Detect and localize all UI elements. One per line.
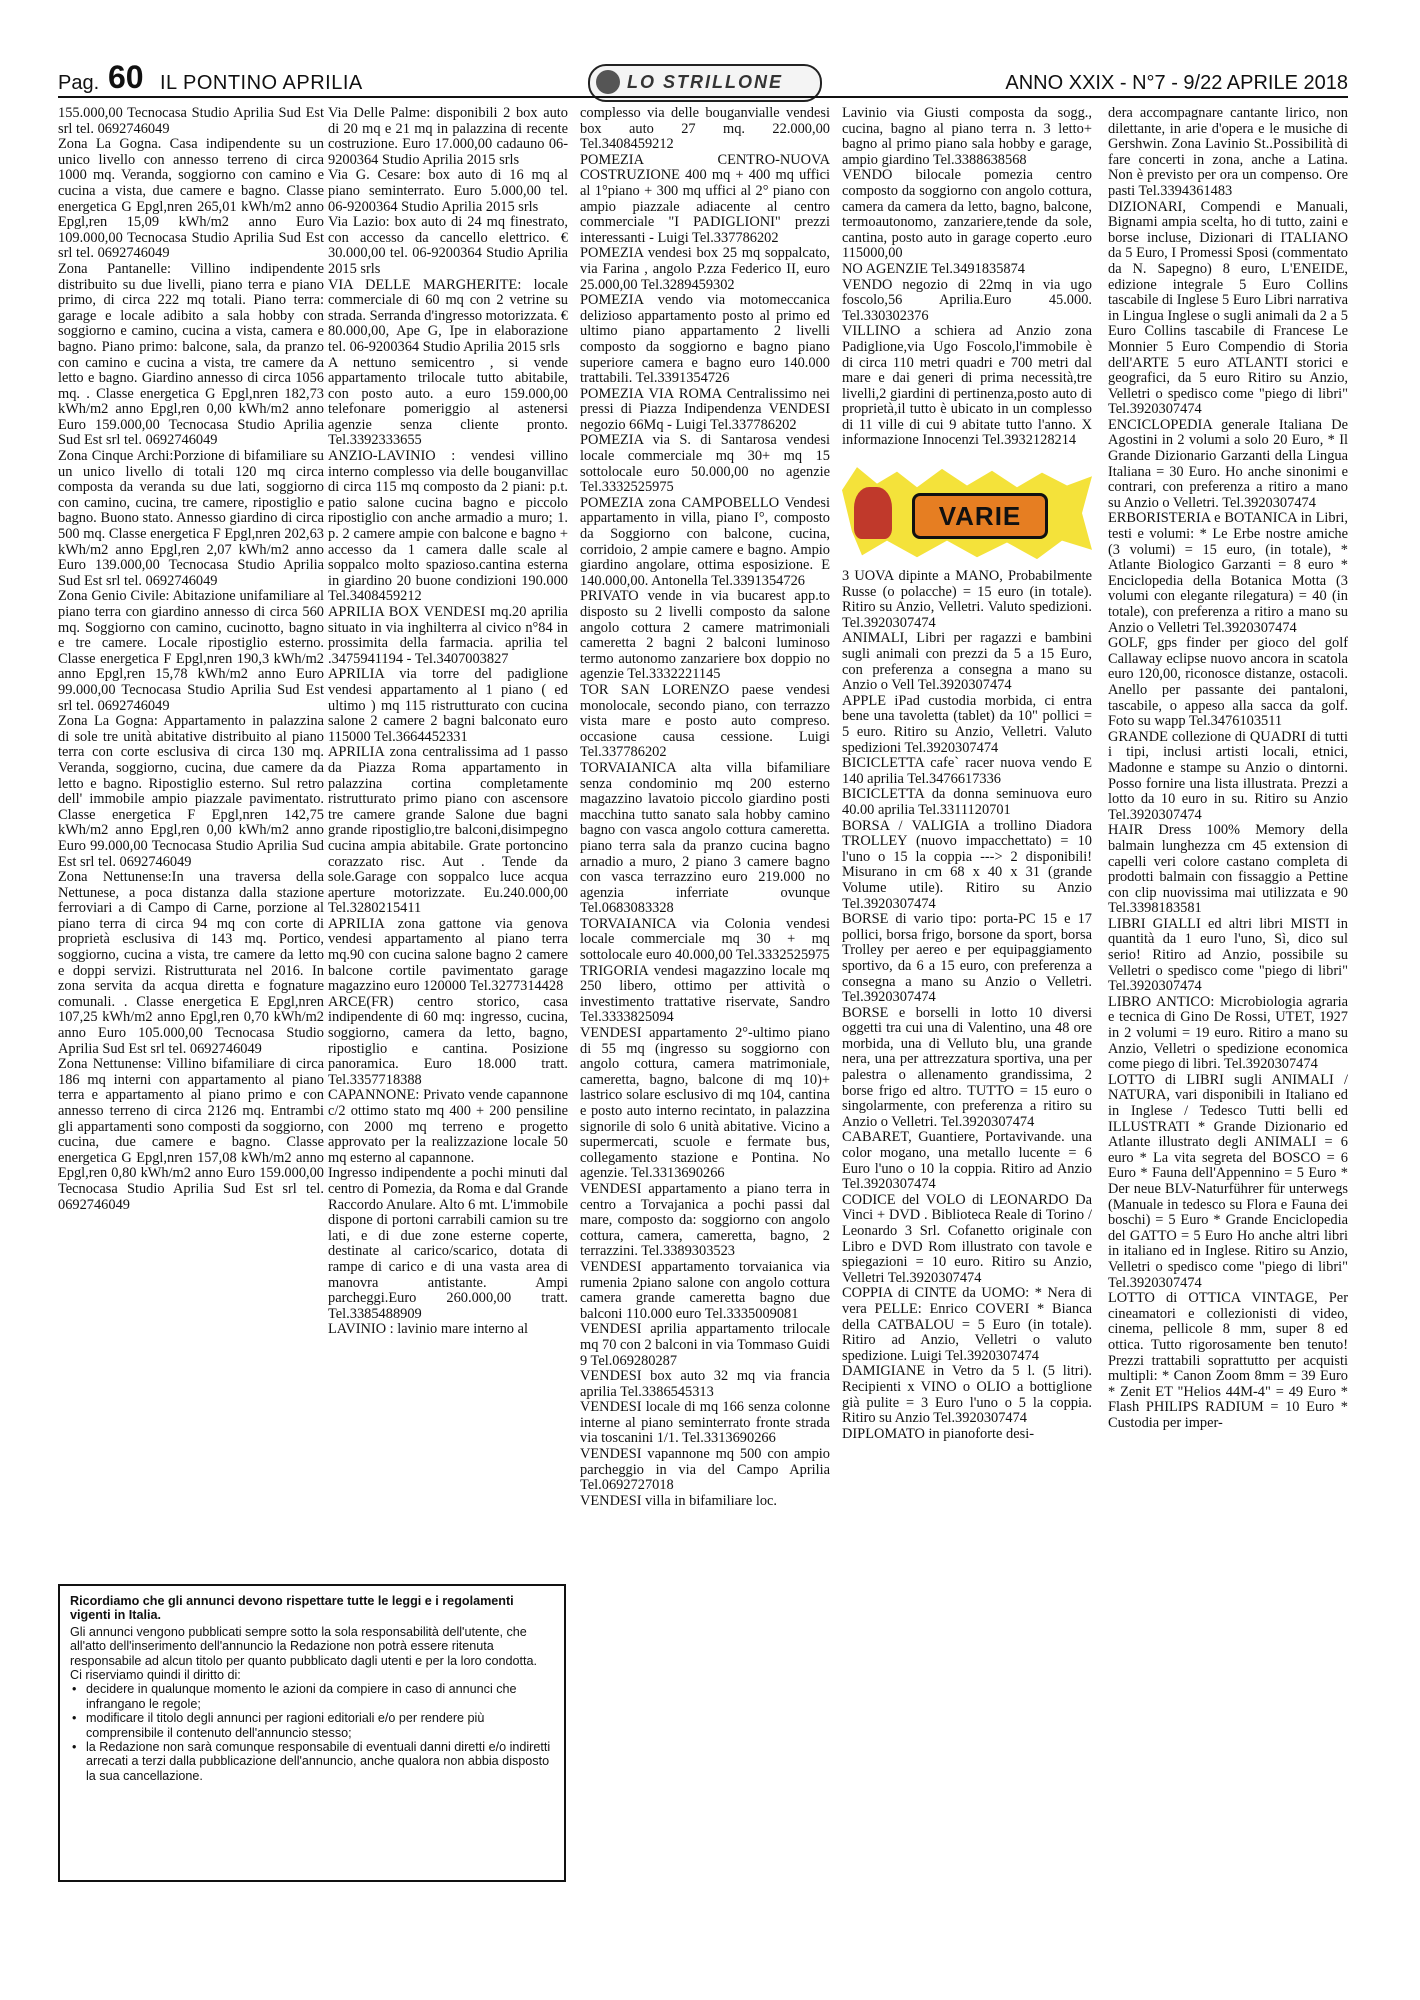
- notice-intro: Gli annunci vengono pubblicati sempre sotto la sola responsabilità dell'utente, che all'atto dell'inserimento dell'annuncio la Redazione non potrà essere ritenuta responsabile ad alcun titolo per quanto pubblicato dagli utenti e per la loro condotta.: [70, 1624, 537, 1668]
- classified-ad: 155.000,00 Tecnocasa Studio Aprilia Sud Est srl tel. 0692746049: [58, 106, 324, 137]
- classified-ad: TOR SAN LORENZO paese vendesi monolocale, secondo piano, con terrazzo vista mare e posto auto compreso. occasione causa cessione. Luigi Tel.337786202: [580, 681, 830, 761]
- classified-ad: ANZIO-LAVINIO : vendesi villino interno complesso via delle bouganvillac di circa 115 mq composto da 2 piani: p.t. patio salone cucina bagno e piccolo ripostiglio con anche armadio a muro; 1. p. 2 camere ampie con balcone e bagno + accesso da 1 camera dalle scale al soppalco molto spazioso.cantina esterna in giardino 20 buone condizioni 190.000 Tel.3408459212: [328, 448, 568, 605]
- classified-ad: LOTTO di LIBRI sugli ANIMALI / NATURA, vari disponibili in Italiano ed in Inglese / Tedesco Tutti belli ed ILLUSTRATI * Grande Dizionario ed Atlante illustrato degli ANIMALI = 6 euro * La vita segreta del BOSCO = 6 Euro * Fauna dell'Appennino = 5 Euro * Der neue BLV-Naturführer für unterwegs (Manuale in tedesco su Flora e Fauna dei boschi) = 5 Euro * Grande Enciclopedia del GATTO = 5 Euro Ho anche altri libri in italiano ed in Inglese. Ritiro su Anzio, Velletri o spedisco come "piego di libri" Tel.3920307474: [1108, 1071, 1348, 1291]
- classified-ad: APPLE iPad custodia morbida, ci entra bene una tavoletta (tablet) da 10" pollici = 5 euro. Ritiro su Anzio, Velletri. Valuto spedizioni Tel.3920307474: [842, 692, 1092, 756]
- classified-ad: TORVAIANICA alta villa bifamiliare senza condominio mq 200 esterno magazzino lavatoio piccolo giardino posti macchina tutto sanato sala hobby camino bagno con vasca angolo cottura cameretta. piano terra sala da pranzo cucina bagno arnadio a muro, 2 piano 3 camere bagno con vasca terrazzino euro 219.000 no agenzia inferriate ovunque Tel.0683083328: [580, 759, 830, 917]
- classified-ad: APRILIA via torre del padiglione vendesi appartamento al 1 piano ( ed ultimo ) mq 115 ristrutturato con cucina salone 2 camere 2 bagni balconato euro 115000 Tel.3664452331: [328, 666, 568, 745]
- classified-ad: POMEZIA CENTRO-NUOVA COSTRUZIONE 400 mq + 400 mq uffici al 1°piano + 300 mq uffici al 2° piano con ampio piazzale adiacente al centro commerciale "I PADIGLIONI" prezzi interessanti - Luigi Tel.337786202: [580, 151, 830, 246]
- classified-ad: VENDESI vapannone mq 500 con ampio parcheggio in via del Campo Aprilia Tel.0692727018: [580, 1446, 830, 1494]
- notice-rights-intro: Ci riserviamo quindi il diritto di:: [70, 1668, 241, 1683]
- classified-ad: Ingresso indipendente a pochi minuti dal centro di Pomezia, da Roma e dal Grande Raccordo Anulare. Alto 6 mt. L'immobile dispone di portoni carrabili camion su tre lati, e di due zone esterne coperte, destinate al carico/scarico, dotata di rampe di carico e di una vasta area di manovra antistante. Ampi parcheggi.Euro 260.000,00 tratt. Tel.3385488909: [328, 1165, 568, 1322]
- classified-column-5: [1108, 106, 1348, 1984]
- classified-ad: POMEZIA vendesi box 25 mq soppalcato, via Farina , angolo P.zza Federico II, euro 25.000,00 Tel.3289459302: [580, 245, 830, 293]
- classified-ad: NO AGENZIE Tel.3491835874: [842, 260, 1025, 277]
- classified-ad: TORVAIANICA via Colonia vendesi locale commerciale mq 30 + mq sottolocale euro 40.000,00 Tel.3332525975: [580, 915, 830, 964]
- classified-ad: GOLF, gps finder per gioco del golf Callaway eclipse nuovo ancora in scatola euro 120,00, riconosce distanze, ostacoli. Anello per passante dei pantaloni, tascabile, o appeso alla sacca da golf. Foto su wapp Tel.3476103511: [1108, 635, 1348, 730]
- issue-info: ANNO XXIX - N°7 - 9/22 APRILE 2018: [1005, 72, 1348, 94]
- classified-ad: BORSE di vario tipo: porta-PC 15 e 17 pollici, borsa frigo, borsone da sport, borsa Trolley per aereo e per equipaggiamento sportivo, da 6 a 15 euro, con preferenza a consegna a mano su Anzio o Velletri. Tel.3920307474: [842, 911, 1092, 1006]
- classified-ad: VENDESI appartamento 2°-ultimo piano di 55 mq (ingresso su soggiorno con angolo cottura, camera matrimoniale, cameretta, bagno, balcone di mq 10)+ lastrico solare esclusivo di mq 104, cantina e posto auto interno recintato, in palazzina signorile di solo 6 unità abitative. Vicino a supermercati, scuole e fermate bus, collegamento stazione e Pontina. No agenzie. Tel.3313690266: [580, 1025, 830, 1182]
- bullet-icon: •: [72, 1711, 77, 1726]
- classified-ad: VENDESI aprilia appartamento trilocale mq 70 con 2 balconi in via Tommaso Guidi 9 Tel.069280287: [580, 1321, 830, 1369]
- page-number: 60: [108, 59, 144, 95]
- classified-ad: Zona Nettunense: Villino bifamiliare di circa 186 mq interni con appartamento al piano terra e appartamento al piano primo e con annesso terreno di circa 2126 mq. Entrambi gli appartamenti sono composti da soggiorno, cucina, due camere e bagno. Classe energetica G Epgl,nren 157,08 kWh/m2 anno Epgl,ren 0,80 kWh/m2 anno Euro 159.000,00 Tecnocasa Studio Aprilia Sud Est srl tel. 0692746049: [58, 1056, 324, 1213]
- classified-ad: DAMIGIANE in Vetro da 5 l. (5 litri). Recipienti x VINO o OLIO a bottiglione già pulite = 3 Euro l'uno o 5 la coppia. Ritiro su Anzio Tel.3920307474: [842, 1363, 1092, 1427]
- header-divider: [58, 96, 1348, 98]
- classified-column-4: [842, 106, 1092, 1984]
- classified-ad: CABARET, Guantiere, Portavivande. una color mogano, una metallo lucente = 6 Euro l'uno o 10 la coppia. Ritiro ad Anzio Tel.3920307474: [842, 1129, 1092, 1193]
- page-label: Pag.: [58, 72, 100, 94]
- classified-ad: VENDESI box auto 32 mq via francia aprilia Tel.3386545313: [580, 1368, 830, 1400]
- classified-ad: LAVINIO : lavinio mare interno al: [328, 1321, 528, 1338]
- classified-column-2: [328, 106, 568, 1576]
- classified-ad: ERBORISTERIA e BOTANICA in Libri, testi e volumi: * Le Erbe nostre amiche (3 volumi) = 15 euro, (in totale), * Atlante Biologico Garzanti = 8 euro * Enciclopedia della Botanica Motta (3 volumi con elegante rilegatura) = 40 (in totale), con preferenza a ritiro a mano su Anzio o Velletri Tel.3920307474: [1108, 510, 1348, 636]
- notice-item-text: modificare il titolo degli annunci per ragioni editoriali e/o per rendere più comprensibile il contenuto dell'annuncio stesso;: [86, 1711, 485, 1740]
- logo-text: LO STRILLONE: [627, 72, 783, 92]
- classified-ad: VENDO bilocale pomezia centro composto da soggiorno con angolo cottura, camera da camera da letto, bagno, balcone, termoautonomo, zanzariere,tende da sole, cantina, posto auto in garage coperto .euro 115000,00: [842, 167, 1092, 262]
- classified-ad: 3 UOVA dipinte a MANO, Probabilmente Russe (o polacche) = 15 euro (in totale). Ritiro su Anzio, Velletri. Valuto spedizioni. Tel.3920307474: [842, 568, 1092, 631]
- notice-list-item: [70, 1711, 554, 1740]
- classified-ad: Zona La Gogna. Casa indipendente su un unico livello con annesso terreno di circa 1000 mq. Veranda, soggiorno con camino e cucina a vista, due camere e bagno. Classe energetica G Epgl,nren 265,01 kWh/m2 anno Epgl,ren 15,09 kWh/m2 anno Euro 109.000,00 Tecnocasa Studio Aprilia Sud Est srl tel. 0692746049: [58, 136, 324, 262]
- classified-ad: POMEZIA via S. di Santarosa vendesi locale commerciale mq 30+ mq 15 sottolocale euro 50.000,00 no agenzie Tel.3332525975: [580, 432, 830, 496]
- classified-ad: Lavinio via Giusti composta da sogg., cucina, bagno al piano terra n. 3 letto+ bagno al primo piano sala hobby e garage, ampio giardino Tel.3388638568: [842, 106, 1092, 168]
- classified-column-3: [580, 106, 830, 1984]
- classified-ad: APRILIA zona centralissima ad 1 passo da Piazza Roma appartamento in palazzina cortina completamente ristrutturato primo piano con ascensore tre camere grande Salone due bagni grande ripostiglio,tre balconi,disimpegno cucina ampia abitabile. Grate portoncino corazzato risc. Aut . Tende da sole.Garage con soppalco luce acqua aperture motorizzate. Eu.240.000,00 Tel.3280215411: [328, 744, 568, 917]
- classified-ad: Via G. Cesare: box auto di 16 mq al piano seminterrato. Euro 5.000,00 tel. 06-9200364 Studio Aprilia 2015 srls: [328, 167, 568, 215]
- section-title: VARIE: [912, 493, 1048, 539]
- notice-list-item: [70, 1682, 554, 1711]
- classified-ad: dera accompagnare cantante lirico, non dilettante, in arie d'opera e le musiche di Gershwin. Zona Lavinio St..Possibilità di fare concerti in zona, anche a Latina. Non è previsto per ora un compenso. Ore pasti Tel.3394361483: [1108, 106, 1348, 199]
- mascot-icon: [854, 487, 892, 539]
- page-header: [58, 60, 1348, 94]
- classified-ad: HAIR Dress 100% Memory della balmain lunghezza cm 45 extension di capelli veri colore castano completa di prodotti balmain con fissaggio a Pettine con clip nuovissima mai utilizzata e 90 Tel.3398183581: [1108, 822, 1348, 917]
- section-banner-varie: [842, 467, 1092, 559]
- classified-ad: VENDESI appartamento torvaianica via rumenia 2piano salone con angolo cottura camera grande cameretta bagno due balconi 110.000 euro Tel.3335009081: [580, 1258, 830, 1322]
- classified-ad: ARCE(FR) centro storico, casa indipendente di 60 mq: ingresso, cucina, soggiorno, camera da letto, bagno, ripostiglio e cantina. Posizione panoramica. Euro 18.000 tratt. Tel.3357718388: [328, 993, 568, 1088]
- classified-ad: VENDESI appartamento a piano terra in centro a Torvajanica a pochi passi dal mare, composto da: soggiorno con angolo cottura, camera, cameretta, bagno, 2 terrazzini. Tel.3389303523: [580, 1180, 830, 1260]
- classified-ad: POMEZIA zona CAMPOBELLO Vendesi appartamento in villa, piano I°, composto da Soggiorno con balcone, cucina, corridoio, 2 ampie camere e bagno. Ampio giardino angolare, ottima esposizione. E 140.000,00. Antonella Tel.3391354726: [580, 494, 830, 589]
- classified-ad: A nettuno semicentro , si vende appartamento trilocale tutto abitabile, con posto auto. a euro 159.000,00 telefonare pomeriggio al astenersi agenzie senza cliente pronto. Tel.3392333655: [328, 354, 568, 449]
- publication-name: IL PONTINO APRILIA: [160, 72, 363, 94]
- classified-column-1: [58, 106, 324, 1576]
- bullet-icon: •: [72, 1682, 77, 1697]
- notice-item-text: decidere in qualunque momento le azioni da compiere in caso di annunci che infrangano le regole;: [86, 1682, 517, 1711]
- classified-ad: ENCICLOPEDIA generale Italiana De Agostini in 2 volumi a solo 20 Euro, * Il Grande Dizionario Garzanti della Lingua Italiana = 30 Euro. Ho anche sinonimi e contrari, con preferenza a ritiro a mano su Anzio o Velletri. Tel.3920307474: [1108, 416, 1348, 511]
- classified-ad: LIBRO ANTICO: Microbiologia agraria e tecnica di Gino De Rossi, UTET, 1927 in 2 volumi = 19 euro. Ritiro a mano su Anzio, Velletri o spedizione economica come piego di libri. Tel.3920307474: [1108, 993, 1348, 1073]
- classified-ad: LOTTO di OTTICA VINTAGE, Per cineamatori e collezionisti di video, cinema, pellicole 8 mm, super 8 ed ottica. Tutto rigorosamente ben tenuto! Prezzi trattabili soprattutto per acquisti multipli: * Canon Zoom 8mm = 39 Euro * Zenit ET "Helios 44M-4" = 49 Euro * Flash PHILIPS RADIUM = 10 Euro * Custodia per imper-: [1108, 1290, 1348, 1431]
- rules-notice-box: [58, 1584, 566, 1882]
- notice-list-item: [70, 1740, 554, 1783]
- classified-ad: Zona Nettunense:In una traversa della Nettunese, a poca distanza dalla stazione ferroviari a di Campo di Carne, porzione al piano terra di circa 94 mq con corte di proprietà esclusiva di 143 mq. Portico, soggiorno, cucina a vista, tre camere da letto e doppi servizi. Ristrutturata nel 2016. In zona servita da acqua diretta e fognature comunali. . Classe energetica E Epgl,nren 107,25 kWh/m2 anno Epgl,ren 0,70 kWh/m2 anno Euro 105.000,00 Tecnocasa Studio Aprilia Sud Est srl tel. 0692746049: [58, 869, 324, 1057]
- classified-ad: DIZIONARI, Compendi e Manuali, Bignami ampia scelta, ho di tutto, zaini e borse incluse, Dizionari di ITALIANO da 5 Euro, I Promessi Sposi (commentato da N. Sapegno) 8 euro, L'ENEIDE, edizione integrale 5 Euro Collins tascabile di Inglese 5 Euro Libri narrativa in Lingua Inglese o sugli animali da 2 a 5 Euro Collins tascabile di Francese Le Monnier 5 Euro Compendio di Storia dell'ARTE 5 euro ATLANTI storici e geografici, da 5 euro Ritiro su Anzio, Velletri o spedisco come "piego di libri" Tel.3920307474: [1108, 198, 1348, 418]
- classified-ad: Via Delle Palme: disponibili 2 box auto di 20 mq e 21 mq in palazzina di recente costruzione. Euro 17.000,00 cadauno 06-9200364 Studio Aprilia 2015 srls: [328, 106, 568, 168]
- bullet-icon: •: [72, 1740, 77, 1755]
- classified-ad: BICICLETTA da donna seminuova euro 40.00 aprilia Tel.3311120701: [842, 786, 1092, 818]
- classified-ad: TRIGORIA vendesi magazzino locale mq 250 libero, ottimo per attività o investimento trattative riservate, Sandro Tel.3333825094: [580, 962, 830, 1026]
- classified-ad: Via Lazio: box auto di 24 mq finestrato, con accesso da cancello elettrico. € 30.000,00 tel. 06-9200364 Studio Aprilia 2015 srls: [328, 214, 568, 277]
- classified-ad: APRILIA zona gattone via genova vendesi appartamento al piano terra mq.90 con cucina salone bagno 2 camere balcone cortile pavimentato garage magazzino euro 120000 Tel.3277314428: [328, 915, 568, 995]
- classified-ad: VIA DELLE MARGHERITE: locale commerciale di 60 mq con 2 vetrine su strada. Serranda d'ingresso motorizzata. € 80.000,00, Ape G, Ipe in elaborazione tel. 06-9200364 Studio Aprilia 2015 srls: [328, 276, 568, 355]
- classified-ad: COPPIA di CINTE da UOMO: * Nera di vera PELLE: Enrico COVERI * Bianca della CATBALOU = 5 Euro (in totale). Ritiro ad Anzio, Velletri o valuto spedizione. Luigi Tel.3920307474: [842, 1285, 1092, 1364]
- classified-ad: VENDESI villa in bifamiliare loc.: [580, 1492, 778, 1509]
- mascot-icon: [596, 70, 620, 94]
- classified-ad: BORSE e borselli in lotto 10 diversi oggetti tra cui una di Valentino, una 48 ore morbida, una di Velluto blu, una grande nera, una per attrezzatura sportiva, una per palestra o allenamento grandissima, 2 borse frigo ed altro. TUTTO = 15 euro o singolarmente, con preferenza a ritiro su Anzio o Velletri. Tel.3920307474: [842, 1004, 1092, 1130]
- classified-ad: POMEZIA vendo via motomeccanica delizioso appartamento posto al primo ed ultimo piano appartamento 2 livelli composto da soggiorno e bagno piano superiore camera e bagno euro 140.000 trattabili. Tel.3391354726: [580, 292, 830, 387]
- classified-ad: complesso via delle bouganvialle vendesi box auto 27 mq. 22.000,00 Tel.3408459212: [580, 106, 830, 153]
- classified-ad: Zona Pantanelle: Villino indipendente distribuito su due livelli, piano terra e piano primo, di circa 222 mq totali. Piano terra: garage e locale adibito a sala hobby con soggiorno e camino, cucina a vista, camera e bagno. Piano primo: balcone, sala, da pranzo con camino e cucina a vista, tre camere da letto e bagno. Giardino annesso di circa 1056 mq. . Classe energetica G Epgl,nren 182,73 kWh/m2 anno Epgl,ren 0,00 kWh/m2 anno Euro 159.000,00 Tecnocasa Studio Aprilia Sud Est srl tel. 0692746049: [58, 260, 324, 449]
- classified-ad: Zona Cinque Archi:Porzione di bifamiliare su un unico livello di totali 120 mq circa composta da veranda su due lati, soggiorno con camino, cucina, tre camere, ripostiglio e bagno. Buono stato. Annesso giardino di circa 500 mq. Classe energetica F Epgl,nren 202,63 kWh/m2 anno Epgl,ren 2,07 kWh/m2 anno Euro 139.000,00 Tecnocasa Studio Aprilia Sud Est srl tel. 0692746049: [58, 448, 324, 589]
- classified-ad: POMEZIA VIA ROMA Centralissimo nei pressi di Piazza Indipendenza VENDESI negozio 66Mq - Luigi Tel.337786202: [580, 385, 830, 433]
- classified-ad: BICICLETTA cafe` racer nuova vendo E 140 aprilia Tel.3476617336: [842, 755, 1092, 787]
- classified-ad: CODICE del VOLO di LEONARDO Da Vinci + DVD . Biblioteca Reale di Torino / Leonardo 3 Srl. Cofanetto originale con Libro e DVD Rom illustrato con tavole e spiegazioni = 10 euro. Ritiro su Anzio, Velletri Tel.3920307474: [842, 1191, 1092, 1286]
- classified-ad: VENDESI locale di mq 166 senza colonne interne al piano seminterrato fronte strada via toscanini 1/1. Tel.3313690266: [580, 1399, 830, 1447]
- notice-title: Ricordiamo che gli annunci devono rispettare tutte le leggi e i regolamenti vigenti in Italia.: [70, 1594, 514, 1623]
- classified-ad: LIBRI GIALLI ed altri libri MISTI in quantità da 1 euro l'uno, Sì, dico sul serio! Ritiro ad Anzio, possibile su Velletri o spedisco come "piego di libri" Tel.3920307474: [1108, 915, 1348, 995]
- classified-ad: GRANDE collezione di QUADRI di tutti i tipi, inclusi artisti locali, etnici, Madonne e stampe su Anzio o dintorni. Posso fornire una lista illustrata. Prezzi a lotto da 10 euro in su. Ritiro su Anzio Tel.3920307474: [1108, 728, 1348, 823]
- classified-ad: PRIVATO vende in via bucarest app.to disposto su 2 livelli composto da salone angolo cottura 2 camere matrimoniali cameretta 2 bagni 2 balconi luminoso termo autonomo zanzariere box doppio no agenzie Tel.3332221145: [580, 588, 830, 683]
- classified-ad: Zona Genio Civile: Abitazione unifamiliare al piano terra con giardino annesso di circa 560 mq. Soggiorno con camino, cucinotto, bagno e tre camere. Locale ripostiglio esterno. Classe energetica F Epgl,nren 190,3 kWh/m2 anno Epgl,ren 15,78 kWh/m2 anno Euro 99.000,00 Tecnocasa Studio Aprilia Sud Est srl tel. 0692746049: [58, 588, 324, 714]
- classified-ad: BORSA / VALIGIA a trollino Diadora TROLLEY (nuovo impacchettato) = 10 l'uno o 15 la coppia ---> 2 disponibili! Misurano in cm 68 x 40 x 31 (grande Volume utile). Ritiro su Anzio Tel.3920307474: [842, 817, 1092, 912]
- classified-ad: ANIMALI, Libri per ragazzi e bambini sugli animali con prezzi da 5 a 15 Euro, con preferenza a consegna a mano su Anzio o Vell Tel.3920307474: [842, 630, 1092, 694]
- notice-item-text: la Redazione non sarà comunque responsabile di eventuali danni diretti e/o indiretti arrecati a terzi dalla pubblicazione dell'annuncio, anche qualora non abbia disposto la sua cancellazione.: [86, 1740, 551, 1783]
- classified-ad: CAPANNONE: Privato vende capannone c/2 ottimo stato mq 400 + 200 pensiline con 2000 mq terreno e progetto approvato per la realizzazione locale 50 mq esterno al capannone.: [328, 1087, 568, 1166]
- classified-ad: DIPLOMATO in pianoforte desi-: [842, 1425, 1034, 1442]
- classified-ad: APRILIA BOX VENDESI mq.20 aprilia situato in via inghilterra al civico n°84 in prossimita della farmacia. aprilia tel .3475941194 - Tel.3407003827: [328, 604, 568, 667]
- classified-ad: VILLINO a schiera ad Anzio zona Padiglione,via Ugo Foscolo,l'immobile è di circa 110 metri quadri e 700 metri dal mare e dai generi di prima necessità,tre livelli,2 giardini di pertinenza,posto auto di proprietà,il tutto è ubicato in un complesso di 11 ville di cui 9 abitate tutto l'anno. X informazione Innocenzi Tel.3932128214: [842, 323, 1092, 449]
- classified-ad: VENDO negozio di 22mq in via ugo foscolo,56 Aprilia.Euro 45.000. Tel.330302376: [842, 276, 1092, 324]
- classified-ad: Zona La Gogna: Appartamento in palazzina di sole tre unità abitative distribuito al piano terra con corte esclusiva di circa 130 mq. Veranda, soggiorno, cucina, due camere da letto e bagno. Ripostiglio esterno. Sul retro dell' immobile ampio piazzale pavimentato. Classe energetica F Epgl,nren 142,75 kWh/m2 anno Epgl,ren 0,00 kWh/m2 anno Euro 99.000,00 Tecnocasa Studio Aprilia Sud Est srl tel. 0692746049: [58, 713, 324, 870]
- notice-rights-list: [70, 1682, 554, 1783]
